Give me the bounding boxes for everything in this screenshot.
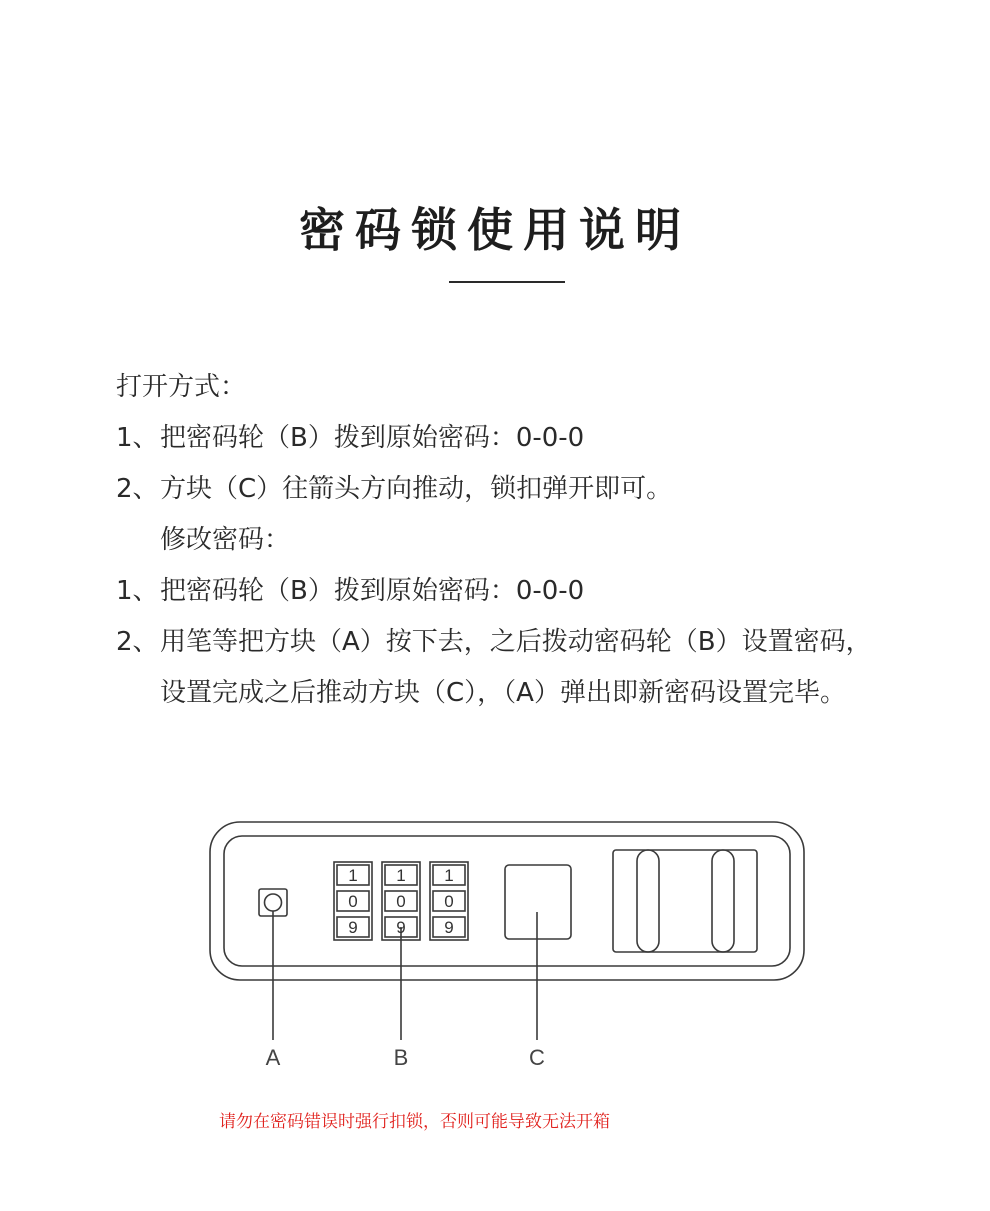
open-step-2 [116,464,876,515]
label-c: C [529,1045,545,1070]
combination-wheel [334,862,372,940]
wheel-digit: 9 [444,918,454,937]
step-text: 把密码轮（B）拨到原始密码：0-0-0 [160,423,585,453]
change-step-2 [116,617,876,719]
label-b: B [393,1045,409,1070]
latch-slot-right [712,850,734,952]
combination-wheels-b [334,862,468,940]
step-number: 2、 [116,474,159,504]
step-text: 方块（C）往箭头方向推动，锁扣弹开即可。 [160,474,673,504]
label-a: A [265,1045,281,1070]
latch-slot-left [637,850,659,952]
lock-diagram [200,812,820,1082]
wheel-digit: 0 [444,892,454,911]
step-number: 2、 [116,627,159,657]
wheel-digit: 1 [348,866,358,885]
page-title: 密码锁使用说明 [299,203,691,257]
title-divider [449,281,565,283]
step-number: 1、 [116,576,159,606]
lock-body-outer [210,822,804,980]
change-password-heading: 修改密码： [160,525,291,555]
open-step-1 [116,413,876,464]
lock-body-inner [224,836,790,966]
latch-frame [613,850,757,952]
wheel-digit: 0 [348,892,358,911]
change-step-1 [116,566,876,617]
combination-wheel [382,862,420,940]
open-method-heading: 打开方式： [116,372,247,402]
wheel-digit: 0 [396,892,406,911]
wheel-digit: 1 [444,866,454,885]
wheel-digit: 1 [396,866,406,885]
reset-button-a-circle [265,894,282,911]
slider-button-c [505,865,571,939]
step-text: 把密码轮（B）拨到原始密码：0-0-0 [160,576,585,606]
step-text: 用笔等把方块（A）按下去，之后拨动密码轮（B）设置密码，设置完成之后推动方块（C），（A）弹出即新密码设置完毕。 [160,627,872,708]
warning-text: 请勿在密码错误时强行扣锁，否则可能导致无法开箱 [219,1112,610,1132]
wheel-digit: 9 [396,918,406,937]
wheel-digit: 9 [348,918,358,937]
step-number: 1、 [116,423,159,453]
instructions [116,362,876,719]
combination-wheel [430,862,468,940]
